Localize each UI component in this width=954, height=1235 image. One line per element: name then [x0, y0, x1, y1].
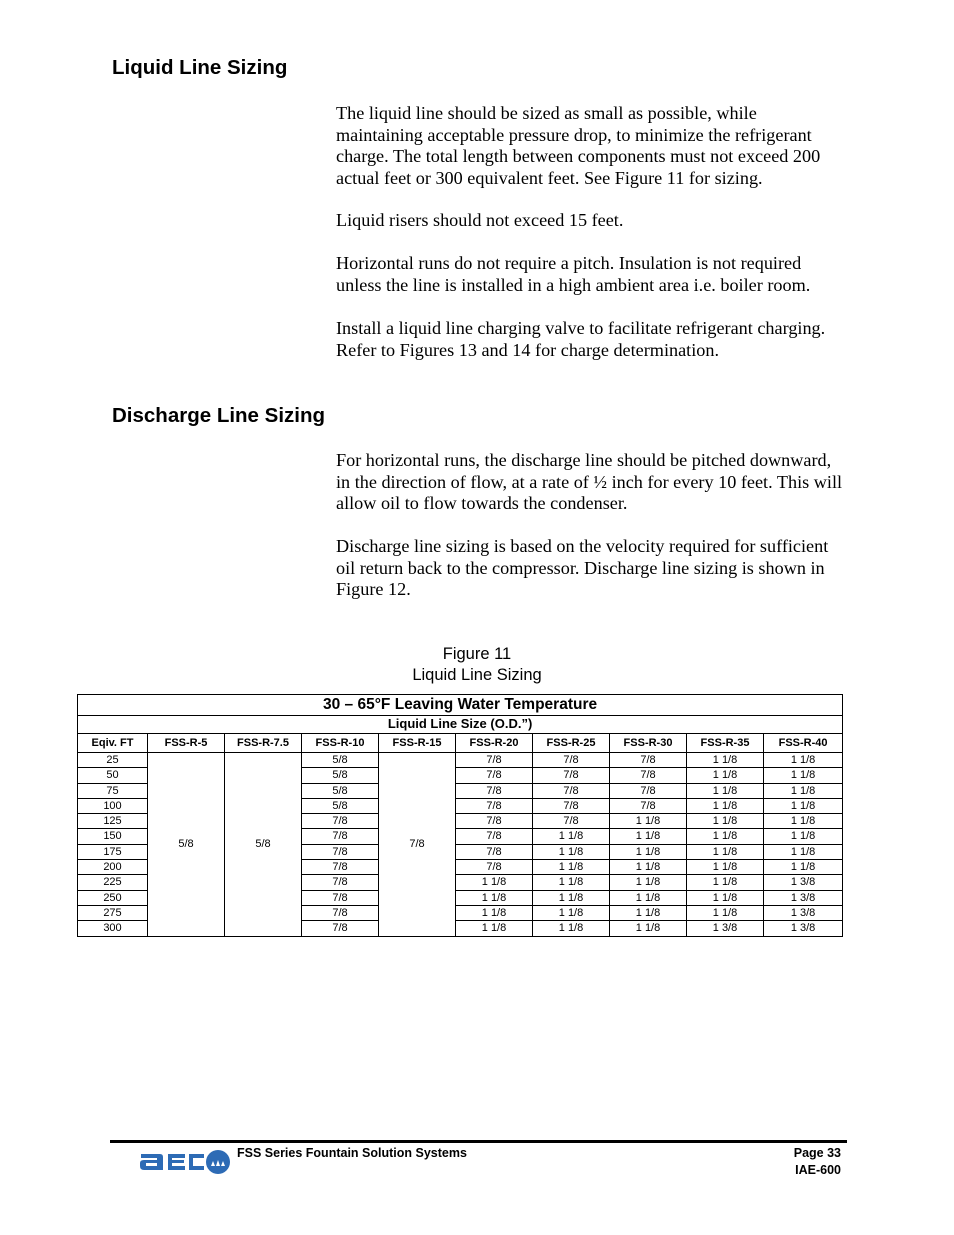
table-cell: 1 1/8 — [610, 814, 687, 829]
liquid-line-sizing-table — [77, 694, 843, 937]
column-header: FSS-R-30 — [610, 734, 687, 753]
table-cell: 1 1/8 — [456, 875, 533, 890]
table-cell: 5/8 — [302, 753, 379, 768]
table-cell: 1 1/8 — [533, 875, 610, 890]
table-cell: 7/8 — [302, 875, 379, 890]
column-header: FSS-R-35 — [687, 734, 764, 753]
table-cell: 1 1/8 — [764, 829, 843, 844]
table-cell: 300 — [78, 921, 148, 936]
table-cell: 1 1/8 — [610, 860, 687, 875]
section-heading-discharge-line: Discharge Line Sizing — [112, 404, 326, 427]
table-cell: 1 1/8 — [610, 844, 687, 859]
table-cell: 1 1/8 — [764, 814, 843, 829]
table-cell: 7/8 — [302, 890, 379, 905]
table-cell: 200 — [78, 860, 148, 875]
table-cell: 5/8 — [225, 753, 302, 937]
table-header-row — [78, 734, 843, 753]
aec-logo — [138, 1148, 232, 1175]
footer-rule — [110, 1140, 847, 1143]
footer-document-id: IAE-600 — [795, 1163, 841, 1177]
table-cell: 7/8 — [533, 753, 610, 768]
table-cell: 225 — [78, 875, 148, 890]
table-cell: 1 1/8 — [456, 905, 533, 920]
table-cell: 1 1/8 — [687, 783, 764, 798]
table-cell: 7/8 — [379, 753, 456, 937]
table-cell: 50 — [78, 768, 148, 783]
table-cell: 1 1/8 — [764, 798, 843, 813]
column-header: FSS-R-25 — [533, 734, 610, 753]
table-cell: 1 1/8 — [687, 814, 764, 829]
footer-page-number: Page 33 — [793, 1146, 841, 1160]
table-cell: 7/8 — [456, 829, 533, 844]
table-cell: 1 1/8 — [610, 890, 687, 905]
liquid-paragraph-1: The liquid line should be sized as small as possible, while maintaining acceptable pressure drop, to minimize the refrigerant charge. The total length between components must not exceed 200 actual feet or 300 equivalent feet. See Figure 11 for sizing. — [336, 103, 821, 188]
table-cell: 7/8 — [610, 798, 687, 813]
table-cell: 5/8 — [148, 753, 225, 937]
column-header: FSS-R-15 — [379, 734, 456, 753]
table-cell: 75 — [78, 783, 148, 798]
table-cell: 250 — [78, 890, 148, 905]
table-cell: 1 1/8 — [687, 829, 764, 844]
table-cell: 1 1/8 — [687, 768, 764, 783]
table-cell: 1 1/8 — [764, 753, 843, 768]
table-cell: 1 3/8 — [764, 875, 843, 890]
table-cell: 7/8 — [456, 860, 533, 875]
table-cell: 25 — [78, 753, 148, 768]
table-cell: 1 1/8 — [687, 844, 764, 859]
discharge-paragraph-1: For horizontal runs, the discharge line should be pitched downward, in the direction of flow, at a rate of ½ inch for every 10 feet. This will allow oil to flow towards the condenser. — [336, 450, 843, 513]
column-header: Eqiv. FT — [78, 734, 148, 753]
table-cell: 5/8 — [302, 783, 379, 798]
table-cell: 1 1/8 — [456, 890, 533, 905]
table-cell: 7/8 — [533, 814, 610, 829]
discharge-paragraph-2: Discharge line sizing is based on the velocity required for sufficient oil return back to the compressor. Discharge line sizing is shown in Figure 12. — [336, 536, 829, 599]
table-cell: 1 1/8 — [533, 829, 610, 844]
table-cell: 125 — [78, 814, 148, 829]
table-cell: 1 1/8 — [764, 768, 843, 783]
table-cell: 1 1/8 — [687, 753, 764, 768]
table-cell: 175 — [78, 844, 148, 859]
table-cell: 1 1/8 — [687, 875, 764, 890]
table-cell: 1 1/8 — [456, 921, 533, 936]
table-cell: 1 1/8 — [687, 890, 764, 905]
table-cell: 1 1/8 — [533, 890, 610, 905]
column-header: FSS-R-7.5 — [225, 734, 302, 753]
table-cell: 7/8 — [302, 844, 379, 859]
table-cell: 7/8 — [610, 783, 687, 798]
table-cell: 275 — [78, 905, 148, 920]
table-cell: 7/8 — [456, 753, 533, 768]
footer-series-title: FSS Series Fountain Solution Systems — [237, 1146, 467, 1160]
table-cell: 1 3/8 — [687, 921, 764, 936]
table-cell: 1 3/8 — [764, 905, 843, 920]
column-header: FSS-R-10 — [302, 734, 379, 753]
table-cell: 7/8 — [302, 829, 379, 844]
table-cell: 7/8 — [456, 814, 533, 829]
table-cell: 1 1/8 — [687, 905, 764, 920]
table-title: 30 – 65°F Leaving Water Temperature — [78, 695, 843, 716]
table-cell: 1 3/8 — [764, 921, 843, 936]
table-cell: 100 — [78, 798, 148, 813]
table-cell: 7/8 — [610, 753, 687, 768]
table-cell: 1 1/8 — [610, 829, 687, 844]
column-header: FSS-R-5 — [148, 734, 225, 753]
table-cell: 7/8 — [610, 768, 687, 783]
table-cell: 1 3/8 — [764, 890, 843, 905]
figure-number: Figure 11 — [442, 645, 512, 663]
table-cell: 1 1/8 — [533, 921, 610, 936]
table-cell: 7/8 — [533, 783, 610, 798]
table-row — [78, 753, 843, 768]
table-cell: 1 1/8 — [533, 905, 610, 920]
column-header: FSS-R-20 — [456, 734, 533, 753]
table-cell: 7/8 — [302, 814, 379, 829]
table-cell: 1 1/8 — [764, 844, 843, 859]
table-cell: 7/8 — [456, 783, 533, 798]
table-cell: 5/8 — [302, 768, 379, 783]
section-heading-liquid-line: Liquid Line Sizing — [112, 56, 288, 79]
liquid-paragraph-4: Install a liquid line charging valve to facilitate refrigerant charging. Refer to Figures 13 and 14 for charge determination. — [336, 318, 826, 360]
table-cell: 1 1/8 — [687, 798, 764, 813]
table-subtitle: Liquid Line Size (O.D.”) — [78, 716, 843, 734]
table-cell: 7/8 — [456, 768, 533, 783]
table-cell: 7/8 — [456, 798, 533, 813]
table-cell: 7/8 — [302, 921, 379, 936]
liquid-paragraph-2: Liquid risers should not exceed 15 feet. — [336, 210, 624, 230]
table-cell: 7/8 — [302, 905, 379, 920]
table-cell: 1 1/8 — [610, 875, 687, 890]
table-cell: 1 1/8 — [687, 860, 764, 875]
table-cell: 7/8 — [302, 860, 379, 875]
table-cell: 1 1/8 — [533, 844, 610, 859]
table-cell: 1 1/8 — [764, 860, 843, 875]
table-cell: 150 — [78, 829, 148, 844]
table-cell: 1 1/8 — [764, 783, 843, 798]
table-cell: 7/8 — [533, 798, 610, 813]
column-header: FSS-R-40 — [764, 734, 843, 753]
table-cell: 5/8 — [302, 798, 379, 813]
table-cell: 1 1/8 — [610, 921, 687, 936]
table-cell: 7/8 — [533, 768, 610, 783]
figure-caption: Liquid Line Sizing — [412, 666, 542, 684]
table-cell: 1 1/8 — [610, 905, 687, 920]
liquid-paragraph-3: Horizontal runs do not require a pitch. Insulation is not required unless the line is installed in a high ambient area i.e. boiler room. — [336, 253, 811, 295]
table-cell: 1 1/8 — [533, 860, 610, 875]
table-cell: 7/8 — [456, 844, 533, 859]
